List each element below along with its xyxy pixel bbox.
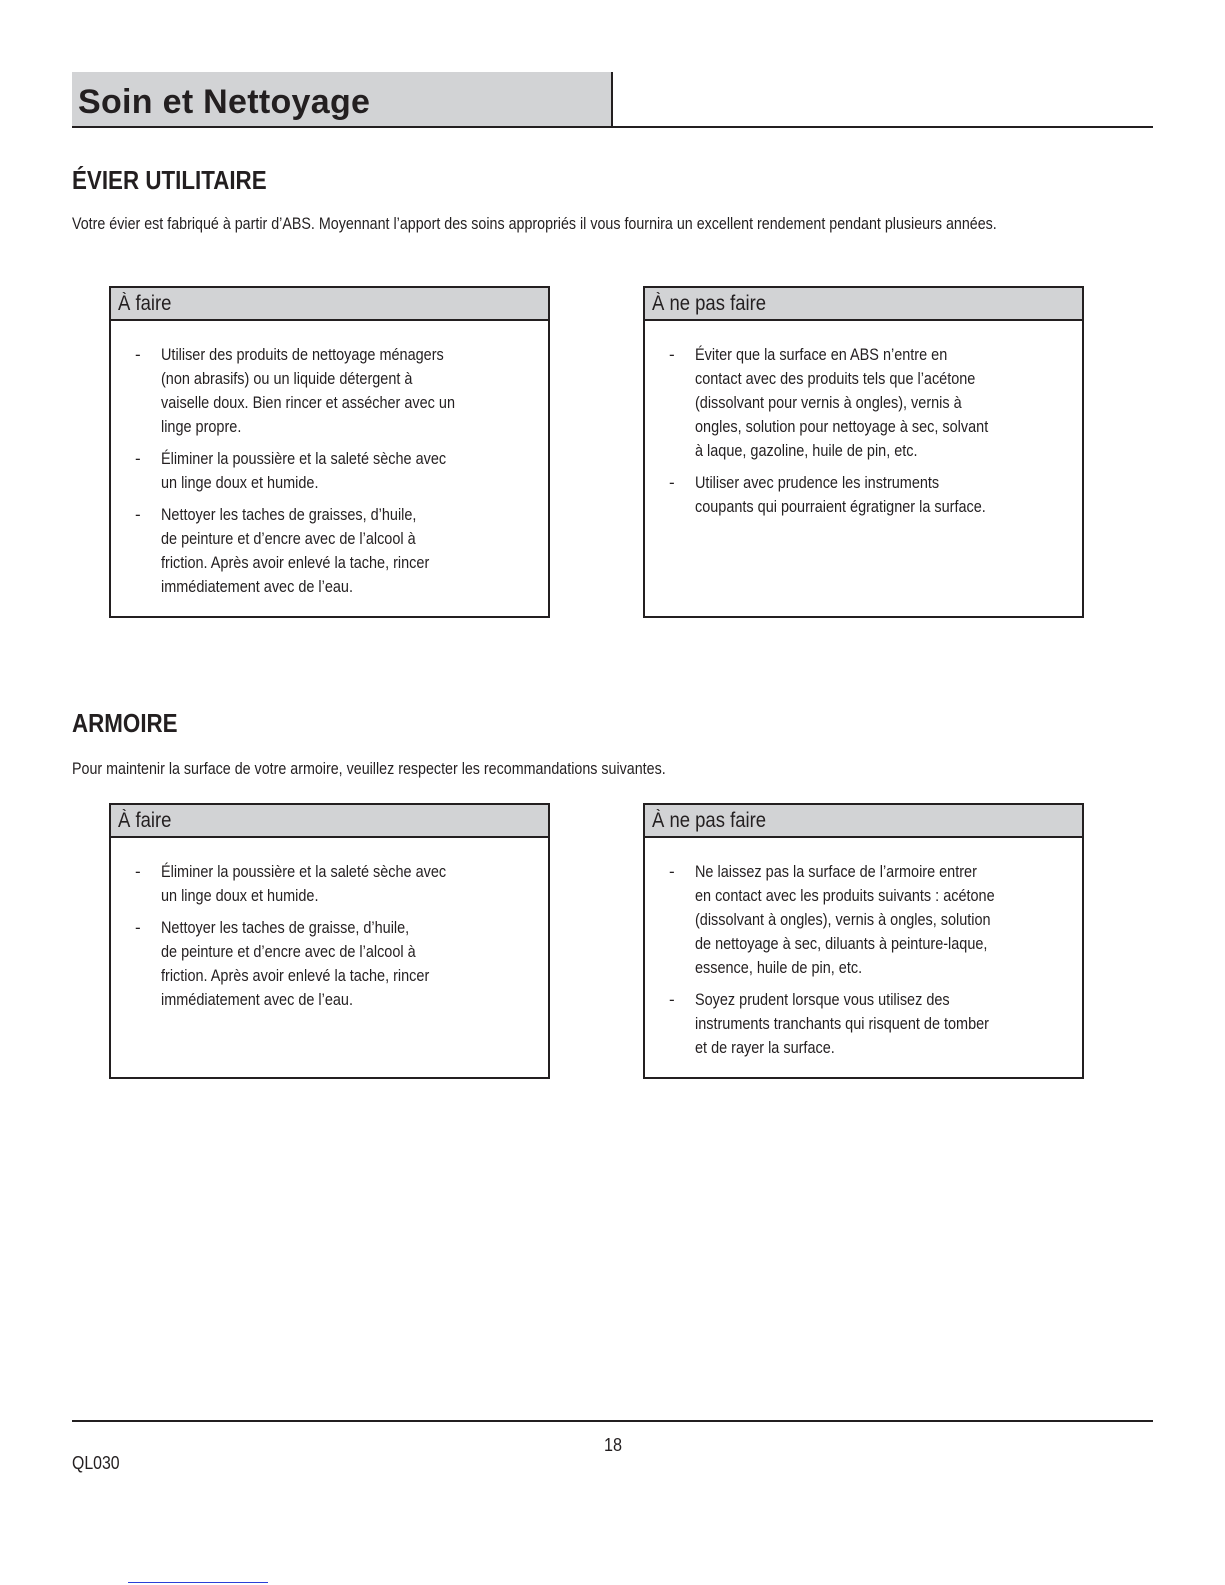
list-item-text: Nettoyer les taches de graisse, d’huile, de peinture et d’encre avec de l’alcool à friction. Après avoir enlevé la tache, rincer immédiatement avec de l’eau. <box>161 918 430 1009</box>
list-item <box>111 343 548 439</box>
list-item <box>111 447 548 495</box>
section-title-cabinet: ARMOIRE <box>72 708 178 738</box>
list-item <box>645 860 1082 980</box>
list-item <box>111 503 548 599</box>
dont-box-sink <box>643 286 1084 618</box>
list-item-text: Éliminer la poussière et la saleté sèche avec un linge doux et humide. <box>161 449 447 492</box>
list-item <box>111 916 548 1012</box>
do-heading-label: À faire <box>118 809 172 832</box>
list-item <box>645 988 1082 1060</box>
do-box-heading <box>111 288 548 321</box>
link-underline <box>128 1582 268 1583</box>
dont-box-cabinet <box>643 803 1084 1079</box>
bullet-dash: - <box>669 345 675 364</box>
list-item-text: Éviter que la surface en ABS n’entre en contact avec des produits tels que l’acétone (dissolvant pour vernis à ongles), vernis à ongles, solution pour nettoyage à sec, solvant à laque, gazoline, huile de pin, etc. <box>695 345 989 460</box>
list-item-text: Utiliser avec prudence les instruments coupants qui pourraient égratigner la surface. <box>695 473 986 516</box>
bullet-dash: - <box>135 918 141 937</box>
bullet-dash: - <box>669 990 675 1009</box>
bullet-dash: - <box>669 862 675 881</box>
list-item-text: Éliminer la poussière et la saleté sèche avec un linge doux et humide. <box>161 862 447 905</box>
footer-rule <box>72 1420 1153 1422</box>
section-intro-sink: Votre évier est fabriqué à partir d’ABS. Moyennant l’apport des soins appropriés il vous fournira un excellent rendement pendant plusieurs années. <box>72 214 997 233</box>
dont-heading-label: À ne pas faire <box>652 292 767 315</box>
section-title-sink: ÉVIER UTILITAIRE <box>72 165 267 195</box>
do-heading-label: À faire <box>118 292 172 315</box>
list-item-text: Nettoyer les taches de graisses, d’huile, de peinture et d’encre avec de l’alcool à friction. Après avoir enlevé la tache, rincer immédiatement avec de l’eau. <box>161 505 430 596</box>
do-box-sink <box>109 286 550 618</box>
list-item-text: Soyez prudent lorsque vous utilisez des instruments tranchants qui risquent de tomber et de rayer la surface. <box>695 990 989 1057</box>
dont-box-heading <box>645 805 1082 838</box>
do-box-heading <box>111 805 548 838</box>
dont-heading-label: À ne pas faire <box>652 809 767 832</box>
bullet-dash: - <box>135 345 141 364</box>
page-title: Soin et Nettoyage <box>78 83 371 121</box>
bullet-dash: - <box>135 449 141 468</box>
bullet-dash: - <box>669 473 675 492</box>
bullet-dash: - <box>135 505 141 524</box>
list-item <box>111 860 548 908</box>
model-code: QL030 <box>72 1453 120 1473</box>
bullet-dash: - <box>135 862 141 881</box>
list-item-text: Ne laissez pas la surface de l’armoire entrer en contact avec les produits suivants : acétone (dissolvant à ongles), vernis à ongles, solution de nettoyage à sec, diluants à peinture-laque, essence, huile de pin, etc. <box>695 862 995 977</box>
list-item-text: Utiliser des produits de nettoyage ménagers (non abrasifs) ou un liquide détergent à vaiselle doux. Bien rincer et assécher avec un linge propre. <box>161 345 455 436</box>
list-item <box>645 343 1082 463</box>
header-rule <box>72 126 1153 128</box>
dont-box-heading <box>645 288 1082 321</box>
page-number: 18 <box>604 1435 623 1455</box>
list-item <box>645 471 1082 519</box>
do-box-cabinet <box>109 803 550 1079</box>
section-intro-cabinet: Pour maintenir la surface de votre armoire, veuillez respecter les recommandations suivantes. <box>72 759 666 778</box>
